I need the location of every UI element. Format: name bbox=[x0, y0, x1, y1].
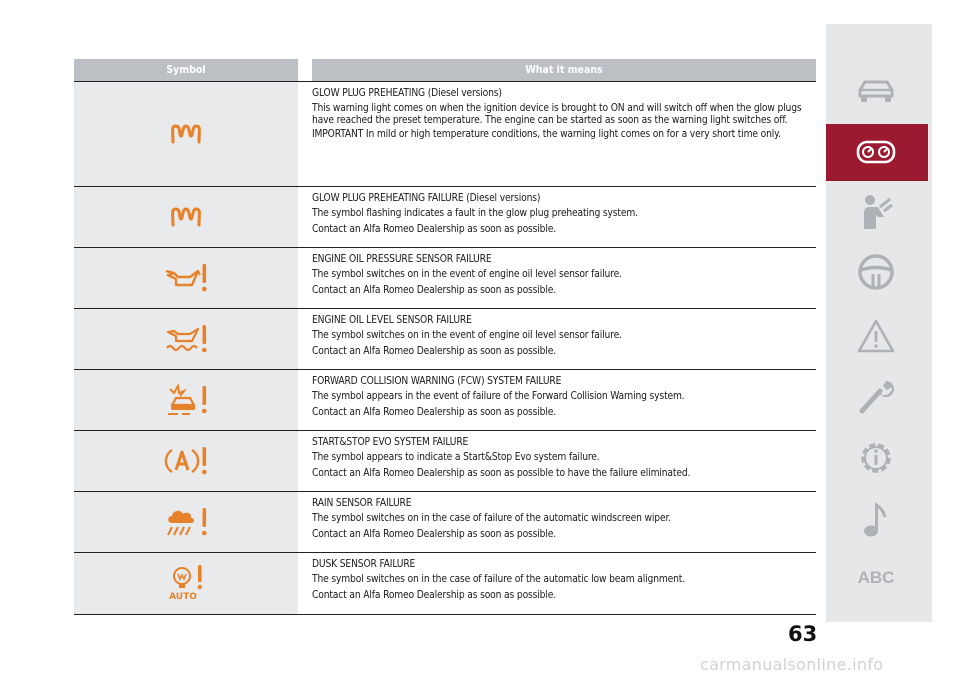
row-title: GLOW PLUG PREHEATING (Diesel versions) bbox=[312, 88, 502, 99]
collision-warning-icon bbox=[164, 383, 208, 417]
row-title: GLOW PLUG PREHEATING FAILURE (Diesel versions) bbox=[312, 193, 541, 204]
start-stop-icon bbox=[164, 444, 208, 478]
row-text: Contact an Alfa Romeo Dealership as soon as possible. bbox=[312, 590, 557, 602]
car-icon bbox=[856, 76, 896, 106]
sidebar-item-multimedia[interactable] bbox=[854, 500, 898, 540]
row-text: Contact an Alfa Romeo Dealership as soon as possible. bbox=[312, 285, 557, 297]
row-text: Contact an Alfa Romeo Dealership as soon as possible. bbox=[312, 529, 557, 541]
glow-plug-failure-icon bbox=[169, 205, 203, 229]
table-row bbox=[74, 309, 816, 370]
row-text: This warning light comes on when the ignition device is brought to ON and will switch off when the glow plugs have reached the preset temperature. The engine can be started as soon as the warning light switches off. bbox=[312, 102, 802, 127]
page-number: 63 bbox=[788, 622, 818, 646]
row-text: The symbol switches on in the event of engine oil level sensor failure. bbox=[312, 329, 622, 341]
glow-plug-icon bbox=[169, 122, 203, 146]
wrench-icon bbox=[856, 377, 896, 415]
steering-wheel-icon bbox=[857, 253, 895, 291]
row-title: RAIN SENSOR FAILURE bbox=[312, 498, 412, 509]
sidebar-item-maintenance[interactable] bbox=[854, 376, 898, 416]
table-header bbox=[74, 59, 816, 81]
row-text: Contact an Alfa Romeo Dealership as soon as possible to have the failure eliminated. bbox=[312, 468, 691, 480]
warning-triangle-icon bbox=[856, 318, 896, 354]
table-row bbox=[74, 431, 816, 492]
oil-pressure-sensor-icon bbox=[164, 261, 208, 295]
chapter-sidebar bbox=[826, 24, 932, 622]
table-row bbox=[74, 492, 816, 553]
sidebar-item-vehicle[interactable] bbox=[854, 71, 898, 111]
row-title: ENGINE OIL LEVEL SENSOR FAILURE bbox=[312, 315, 472, 326]
sidebar-item-driving[interactable] bbox=[854, 252, 898, 292]
rain-sensor-icon bbox=[164, 505, 208, 539]
row-text: The symbol switches on in the case of failure of the automatic low beam alignment. bbox=[312, 573, 685, 585]
sidebar-item-safety[interactable] bbox=[854, 192, 898, 232]
warning-lights-table bbox=[74, 59, 816, 615]
row-text: Contact an Alfa Romeo Dealership as soon as possible. bbox=[312, 346, 557, 358]
table-row bbox=[74, 553, 816, 615]
row-title: START&STOP EVO SYSTEM FAILURE bbox=[312, 437, 469, 448]
row-text: The symbol flashing indicates a fault in the glow plug preheating system. bbox=[312, 207, 638, 219]
row-title: DUSK SENSOR FAILURE bbox=[312, 559, 416, 570]
table-row bbox=[74, 370, 816, 431]
header-symbol: Symbol bbox=[166, 64, 206, 76]
oil-level-sensor-icon bbox=[164, 322, 208, 356]
watermark: carmanualsonline.info bbox=[700, 655, 884, 674]
row-title: FORWARD COLLISION WARNING (FCW) SYSTEM FAILURE bbox=[312, 376, 562, 387]
seatbelt-person-icon bbox=[856, 193, 896, 231]
sidebar-item-technical-data[interactable] bbox=[854, 438, 898, 478]
row-text: Contact an Alfa Romeo Dealership as soon as possible. bbox=[312, 407, 557, 419]
sidebar-item-emergency[interactable] bbox=[854, 316, 898, 356]
row-title: ENGINE OIL PRESSURE SENSOR FAILURE bbox=[312, 254, 492, 265]
table-row bbox=[74, 81, 816, 187]
row-text: IMPORTANT In mild or high temperature conditions, the warning light comes on for a very short time only. bbox=[312, 128, 781, 140]
row-text: The symbol switches on in the case of failure of the automatic windscreen wiper. bbox=[312, 512, 671, 524]
row-text: Contact an Alfa Romeo Dealership as soon as possible. bbox=[312, 224, 557, 236]
row-text: The symbol appears to indicate a Start&Stop Evo system failure. bbox=[312, 451, 600, 463]
music-note-icon bbox=[859, 501, 893, 539]
auto-label: AUTO bbox=[169, 591, 197, 602]
sidebar-item-dashboard[interactable] bbox=[854, 132, 898, 172]
header-meaning: What it means bbox=[525, 64, 603, 76]
table-row bbox=[74, 187, 816, 248]
sidebar-item-index[interactable]: ABC bbox=[857, 568, 895, 587]
row-text: The symbol appears in the event of failure of the Forward Collision Warning system. bbox=[312, 390, 685, 402]
table-row bbox=[74, 248, 816, 309]
info-gear-icon bbox=[856, 438, 896, 478]
row-text: The symbol switches on in the event of engine oil level sensor failure. bbox=[312, 268, 622, 280]
instrument-panel-icon bbox=[855, 137, 897, 167]
dusk-sensor-icon bbox=[164, 564, 208, 604]
